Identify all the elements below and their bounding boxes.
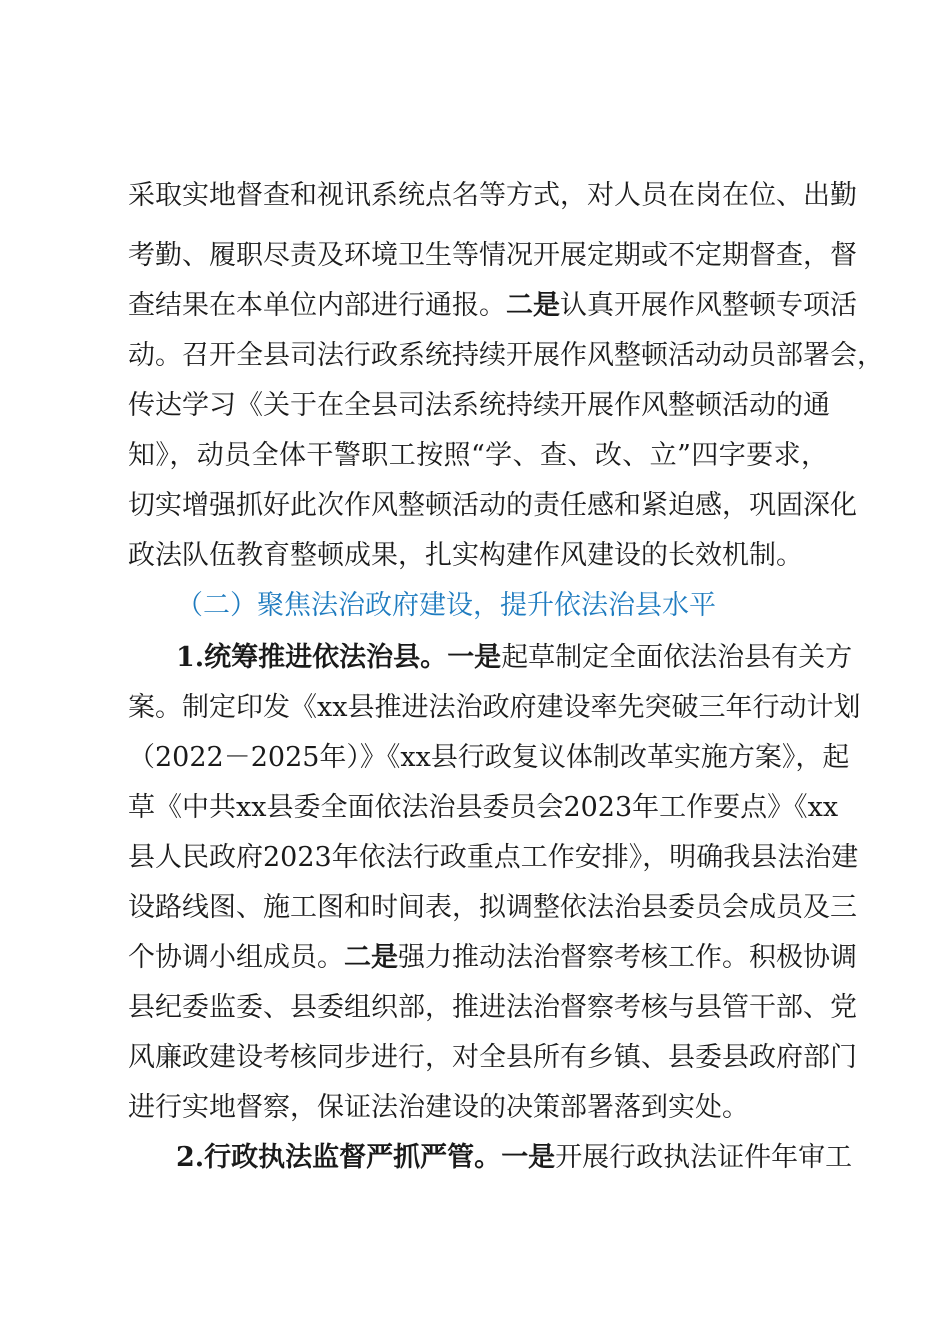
paragraph-line	[128, 288, 857, 324]
text-run: 动。召开全县司法行政系统持续开展作风整顿活动动员部署会，	[128, 340, 884, 371]
paragraph-line	[128, 840, 859, 876]
text-run: 起草制定全面依法治县有关方	[501, 642, 853, 673]
paragraph-line	[128, 740, 850, 776]
text-run: 考勤、履职尽责及环境卫生等情况开展定期或不定期督查，督	[128, 240, 857, 271]
text-run: 个协调小组成员。	[128, 942, 344, 973]
heading-text: （二）聚焦法治政府建设，提升依法治县水平	[176, 590, 716, 621]
paragraph-line	[128, 338, 884, 374]
paragraph-line	[176, 640, 853, 676]
bold-marker: 一是	[447, 642, 502, 673]
text-run: 进行实地督察，保证法治建设的决策部署落到实处。	[128, 1092, 749, 1123]
bold-marker: 二是	[506, 290, 560, 321]
paragraph-line	[176, 1140, 853, 1176]
paragraph-line	[128, 538, 828, 574]
paragraph-line	[128, 1040, 857, 1076]
paragraph-line	[128, 690, 861, 726]
bold-marker: 二是	[344, 942, 398, 973]
paragraph-line	[128, 940, 857, 976]
text-run: 县纪委监委、县委组织部，推进法治督察考核与县管干部、党	[128, 992, 857, 1023]
text-run: 风廉政建设考核同步进行，对全县所有乡镇、县委县政府部门	[128, 1042, 857, 1073]
paragraph-line	[128, 1090, 828, 1126]
subheading-text: 2.行政执法监督严抓严管。	[176, 1142, 502, 1173]
paragraph-line	[128, 178, 857, 214]
paragraph-line	[128, 388, 828, 424]
text-run: 知》，动员全体干警职工按照“学、查、改、立”四字要求，	[128, 440, 828, 471]
section-heading	[176, 588, 828, 624]
paragraph-line	[128, 238, 857, 274]
bold-marker: 一是	[501, 1142, 556, 1173]
paragraph-line	[128, 790, 839, 826]
subheading-text: 1.统筹推进依法治县。	[176, 642, 448, 673]
text-run: 切实增强抓好此次作风整顿活动的责任感和紧迫感，巩固深化	[128, 490, 857, 521]
text-run: 草《中共xx县委全面依法治县委员会2023年工作要点》《xx	[128, 792, 839, 823]
paragraph-line	[128, 488, 857, 524]
paragraph-line	[128, 990, 857, 1026]
text-run: 案。制定印发《xx县推进法治政府建设率先突破三年行动计划	[128, 692, 861, 723]
paragraph-line	[128, 890, 857, 926]
text-run: 开展行政执法证件年审工	[555, 1142, 853, 1173]
text-run: 强力推动法治督察考核工作。积极协调	[398, 942, 857, 973]
text-run: 查结果在本单位内部进行通报。	[128, 290, 506, 321]
text-run: 政法队伍教育整顿成果，扎实构建作风建设的长效机制。	[128, 540, 803, 571]
paragraph-line	[128, 438, 828, 474]
text-run: 传达学习《关于在全县司法系统持续开展作风整顿活动的通	[128, 390, 830, 421]
text-run: 设路线图、施工图和时间表，拟调整依法治县委员会成员及三	[128, 892, 857, 923]
text-run: （2022－2025年）》《xx县行政复议体制改革实施方案》，起	[128, 742, 850, 773]
text-run: 县人民政府2023年依法行政重点工作安排》，明确我县法治建	[128, 842, 859, 873]
text-run: 采取实地督查和视讯系统点名等方式，对人员在岗在位、出勤	[128, 180, 857, 211]
text-run: 认真开展作风整顿专项活	[560, 290, 857, 321]
